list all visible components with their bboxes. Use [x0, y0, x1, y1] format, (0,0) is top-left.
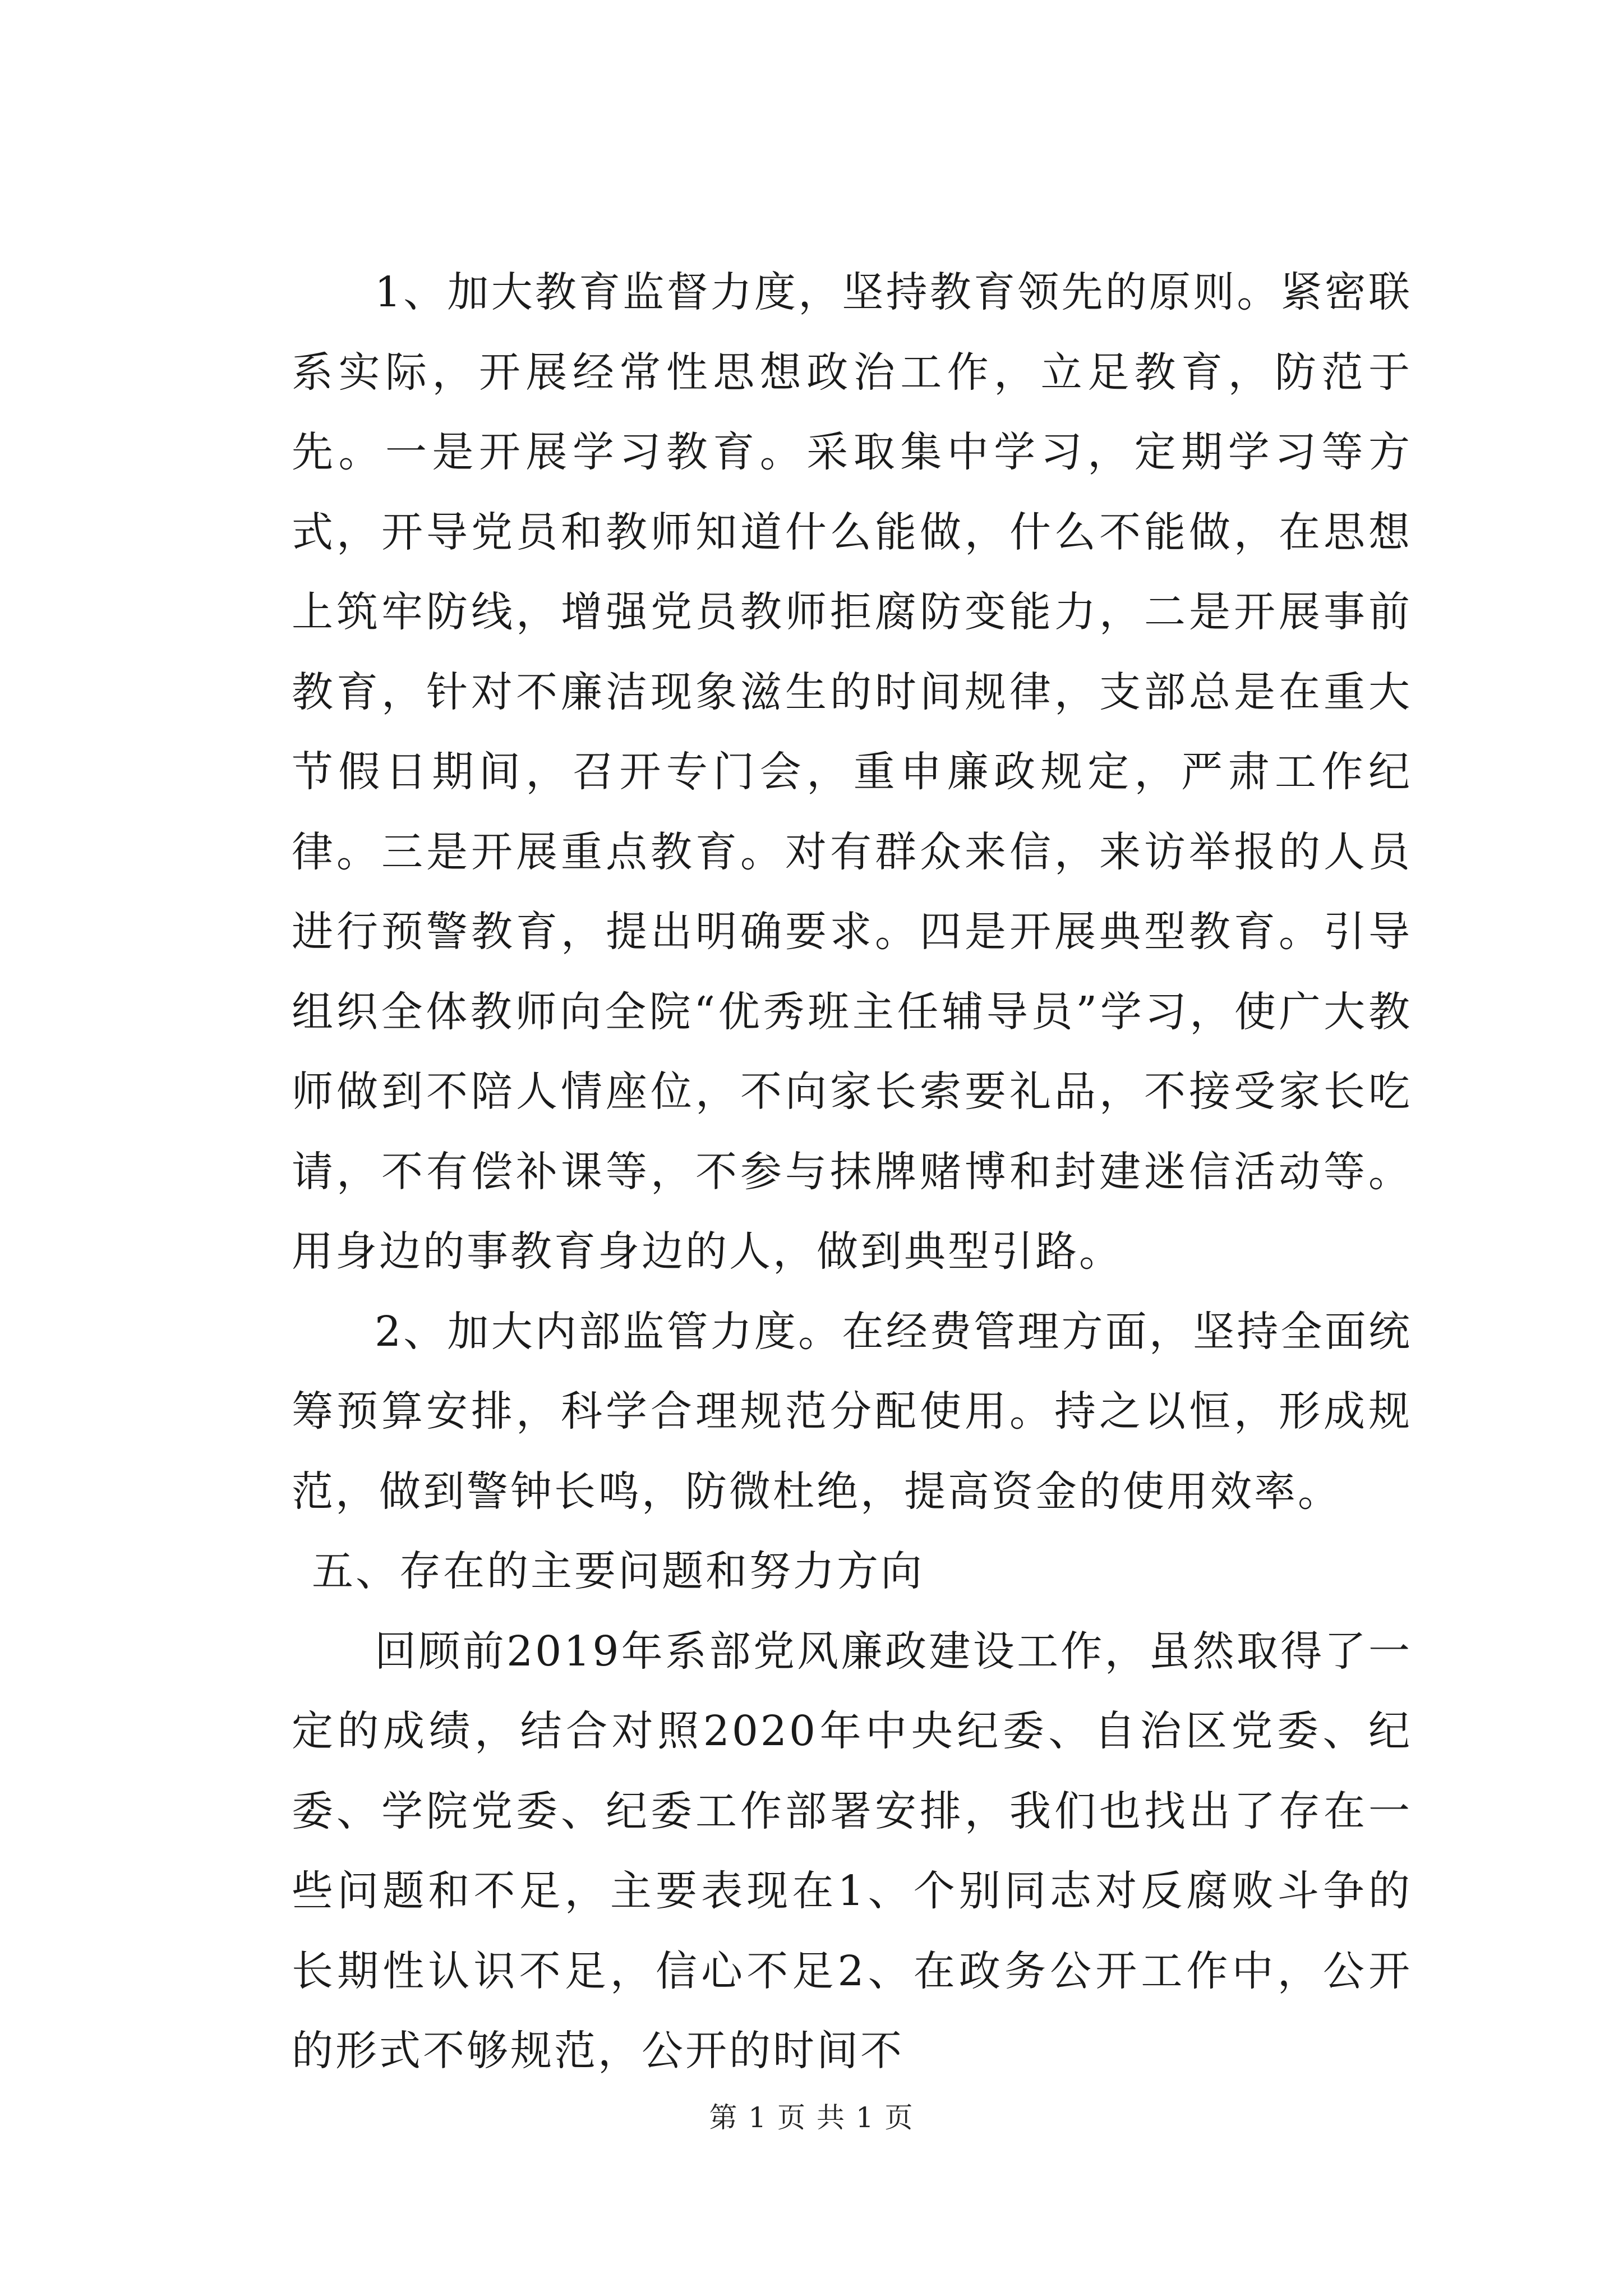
paragraph-education-supervision: 1、加大教育监督力度，坚持教育领先的原则。紧密联系实际，开展经常性思想政治工作，立足教育，防范于先。一是开展学习教育。采取集中学习，定期学习等方式，开导党员和教师知道什么能做，什么不能做，在思想上筑牢防线，增强党员教师拒腐防变能力，二是开展事前教育，针对不廉洁现象滋生的时间规律，支部总是在重大节假日期间，召开专门会，重申廉政规定，严肃工作纪律。三是开展重点教育。对有群众来信，来访举报的人员进行预警教育，提出明确要求。四是开展典型教育。引导组织全体教师向全院“优秀班主任辅导员”学习，使广大教师做到不陪人情座位，不向家长索要礼品，不接受家长吃请，不有偿补课等，不参与抹牌赌博和封建迷信活动等。用身边的事教育身边的人，做到典型引路。 [292, 268, 1412, 1276]
section-heading-problems: 五、存在的主要问题和努力方向 [312, 1547, 924, 1595]
page-footer: 第 1 页 共 1 页 [709, 2101, 914, 2134]
document-body [292, 252, 1412, 2091]
paragraph-internal-supervision: 2、加大内部监管力度。在经费管理方面，坚持全面统筹预算安排，科学合理规范分配使用。持之以恒，形成规范，做到警钟长鸣，防微杜绝，提高资金的使用效率。 [292, 1307, 1412, 1516]
paragraph-review: 回顾前2019年系部党风廉政建设工作，虽然取得了一定的成绩，结合对照2020年中央纪委、自治区党委、纪委、学院党委、纪委工作部署安排，我们也找出了存在一些问题和不足，主要表现在1、个别同志对反腐败斗争的长期性认识不足，信心不足2、在政务公开工作中，公开的形式不够规范，公开的时间不 [292, 1627, 1412, 2075]
